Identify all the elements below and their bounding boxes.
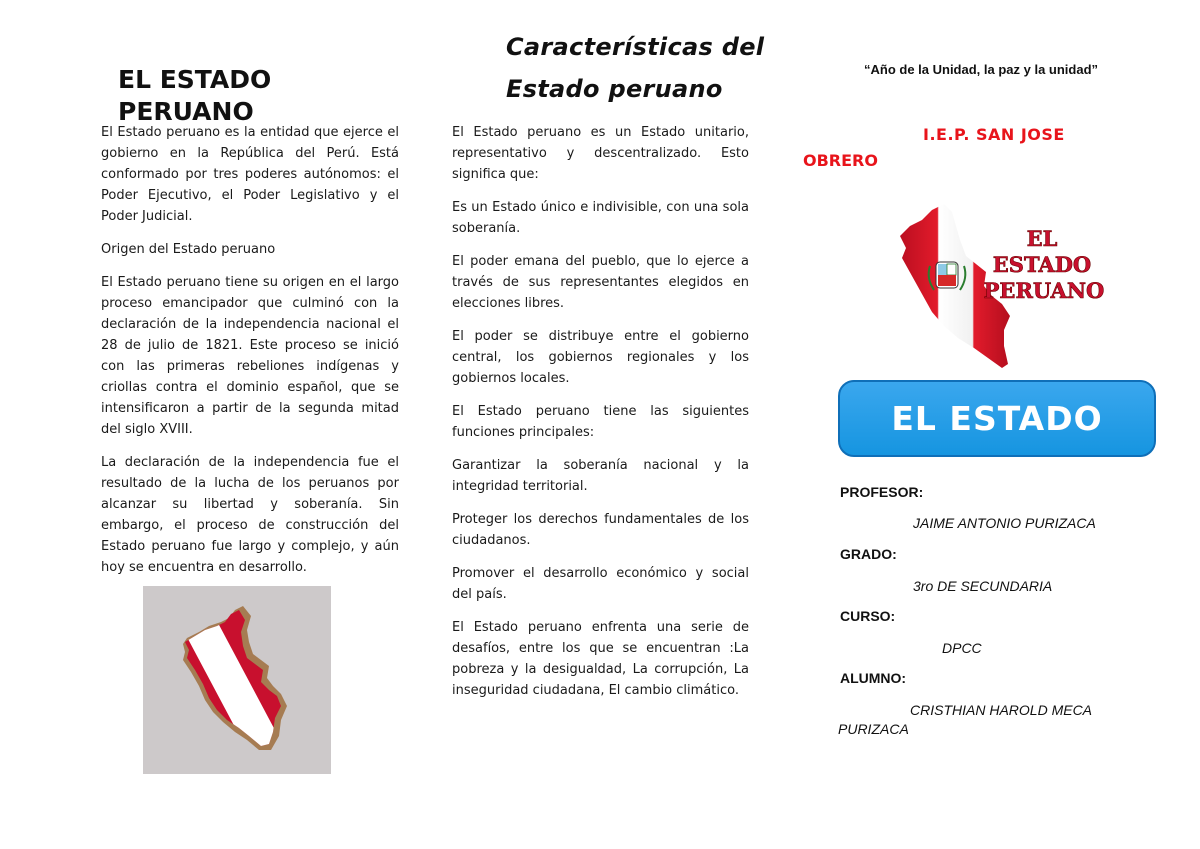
challenges-paragraph: El Estado peruano enfrenta una serie de desafíos, entre los que se encuentran :La pobreza y la desigualdad, La corrupción, La inseguridad ciudadana, El cambio climático. — [452, 620, 749, 698]
course-value: DPCC — [942, 640, 982, 656]
left-panel-body — [101, 122, 399, 590]
function-item: Promover el desarrollo económico y social del país. — [452, 566, 749, 602]
peru-map-image — [143, 586, 331, 774]
school-name-line1: I.E.P. SAN JOSE — [923, 125, 1065, 144]
logo-text-line2: ESTADO — [992, 252, 1092, 277]
peru-flag-map-icon — [143, 586, 331, 774]
student-label: ALUMNO: — [840, 670, 907, 686]
grade-label: GRADO: — [840, 546, 897, 562]
year-motto: “Año de la Unidad, la paz y la unidad” — [864, 62, 1099, 77]
student-name-line1: CRISTHIAN HAROLD MECA — [910, 702, 1093, 718]
el-estado-banner: EL ESTADO — [838, 380, 1156, 457]
course-label: CURSO: — [840, 608, 896, 624]
estado-peruano-logo — [892, 196, 1107, 376]
independence-paragraph: La declaración de la independencia fue el resultado de la lucha de los peruanos por alcanzar su libertad y soberanía. Sin embargo, el proceso de construcción del Estado peruano fue largo y complejo, y aún hoy se encuentra en desarrollo. — [101, 455, 399, 575]
middle-panel-body — [452, 122, 749, 713]
characteristic-item: El poder se distribuye entre el gobierno central, los gobiernos regionales y los gobiernos locales. — [452, 329, 749, 386]
school-name-line2: OBRERO — [803, 151, 878, 170]
logo-text-line1: EL — [1026, 226, 1058, 251]
teacher-name: JAIME ANTONIO PURIZACA — [913, 515, 1096, 531]
logo-text-line3: PERUANO — [983, 278, 1105, 303]
functions-paragraph: El Estado peruano tiene las siguientes funciones principales: — [452, 404, 749, 440]
origin-paragraph: El Estado peruano tiene su origen en el largo proceso emancipador que culminó con la declaración de la independencia nacional el 28 de julio de 1821. Este proceso se inició con las primeras rebeliones indígenas y criollas contra el dominio español, que se intensificaron a partir de la segunda mitad del siglo XVIII. — [101, 275, 399, 437]
student-name-line2: PURIZACA — [838, 721, 909, 737]
function-item: Proteger los derechos fundamentales de los ciudadanos. — [452, 512, 749, 548]
characteristic-item: Es un Estado único e indivisible, con una sola soberanía. — [452, 200, 749, 236]
middle-panel-title: Características del Estado peruano — [506, 33, 765, 103]
teacher-label: PROFESOR: — [840, 484, 924, 500]
peru-map-logo-icon — [892, 196, 1107, 376]
characteristic-item: El poder emana del pueblo, que lo ejerce a través de sus representantes elegidos en elecciones libres. — [452, 254, 749, 311]
left-panel-title: EL ESTADO PERUANO — [118, 65, 272, 126]
intro-paragraph: El Estado peruano es la entidad que ejerce el gobierno en la República del Perú. Está conformado por tres poderes autónomos: el Poder Ejecutivo, el Poder Legislativo y el Poder Judicial. — [101, 125, 399, 224]
school-name — [803, 122, 1103, 174]
grade-value: 3ro DE SECUNDARIA — [913, 578, 1053, 594]
origin-heading: Origen del Estado peruano — [101, 242, 276, 257]
characteristics-paragraph: El Estado peruano es un Estado unitario, representativo y descentralizado. Esto significa que: — [452, 125, 749, 182]
function-item: Garantizar la soberanía nacional y la integridad territorial. — [452, 458, 749, 494]
